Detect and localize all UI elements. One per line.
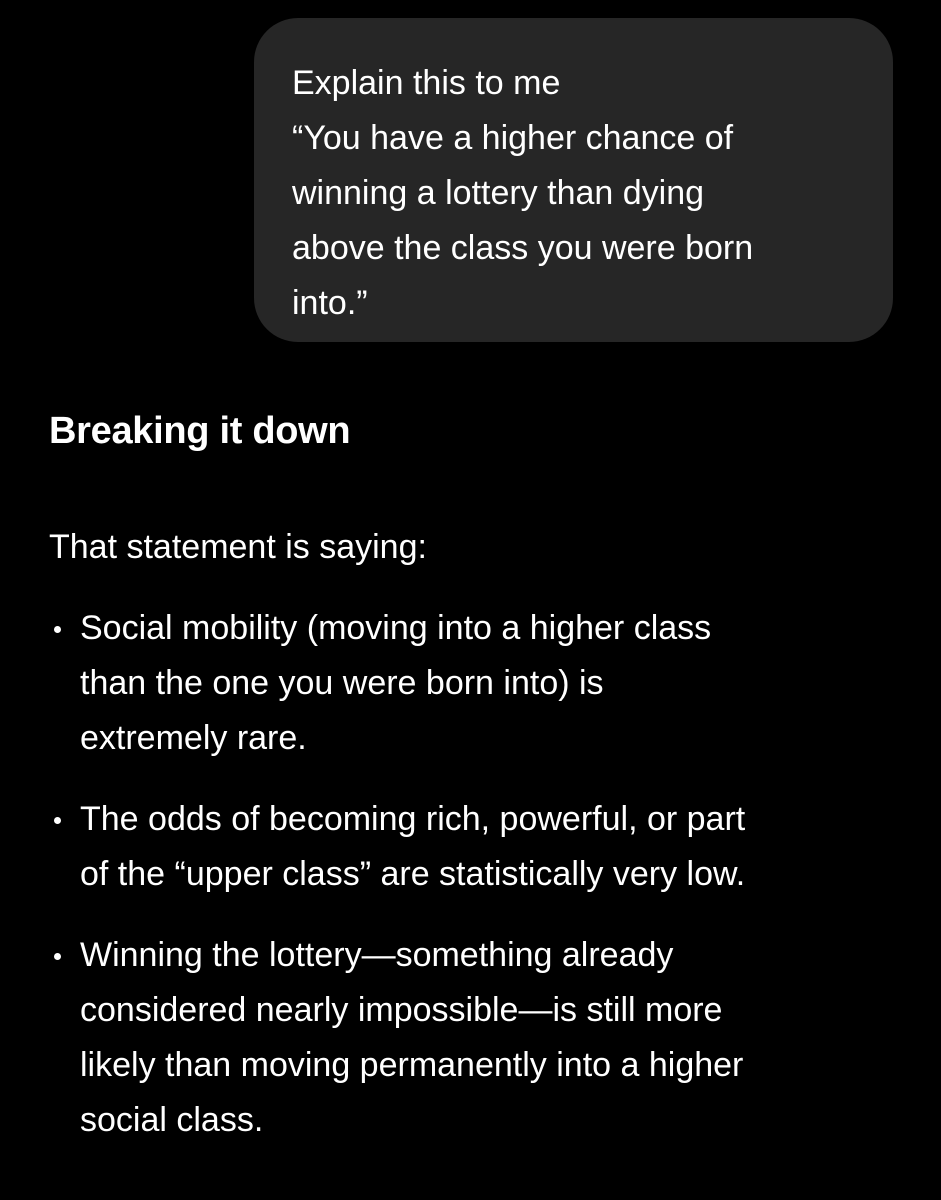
user-message-line: above the class you were born	[292, 229, 754, 267]
user-message-line: “You have a higher chance of	[292, 119, 734, 157]
bullet-line: than the one you were born into) is	[80, 664, 604, 702]
bullet-line: Winning the lottery—something already	[80, 936, 674, 974]
assistant-response	[49, 400, 919, 1139]
user-message-line: Explain this to me	[292, 64, 561, 102]
user-message-line: winning a lottery than dying	[292, 174, 705, 212]
bullet-line: social class.	[80, 1101, 264, 1139]
user-message-line: into.”	[292, 284, 368, 322]
bullet-icon	[54, 626, 61, 633]
bullet-line: The odds of becoming rich, powerful, or part	[80, 800, 746, 838]
response-intro: That statement is saying:	[49, 528, 427, 566]
user-message-bubble	[254, 18, 893, 342]
list-item	[49, 601, 919, 766]
bullet-line: considered nearly impossible—is still more	[80, 991, 723, 1029]
bullet-icon	[54, 953, 61, 960]
bullet-line: likely than moving permanently into a higher	[80, 1046, 744, 1084]
response-heading: Breaking it down	[49, 410, 351, 452]
list-item	[49, 928, 919, 1148]
response-bullet-list	[49, 601, 919, 1174]
bullet-line: of the “upper class” are statistically very low.	[80, 855, 746, 893]
bullet-icon	[54, 817, 61, 824]
list-item	[49, 792, 919, 902]
bullet-line: Social mobility (moving into a higher class	[80, 609, 712, 647]
bullet-line: extremely rare.	[80, 719, 307, 757]
